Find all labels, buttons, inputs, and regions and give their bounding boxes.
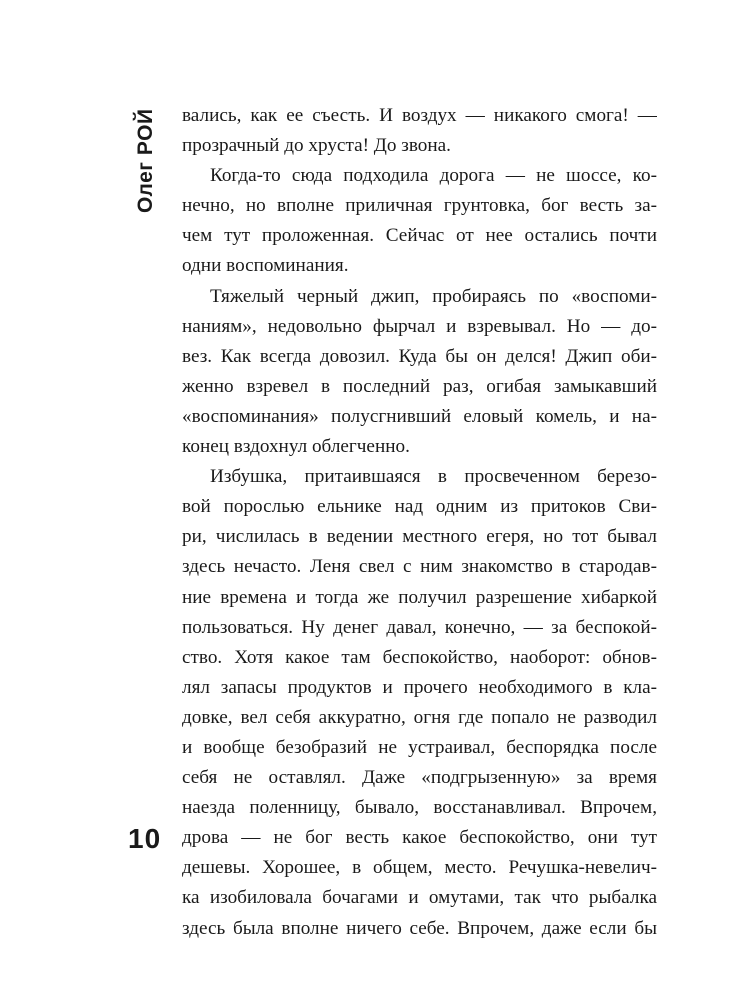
text-line: дешевы. Хорошее, в общем, место. Речушка-невелич- xyxy=(182,857,657,879)
text-line: чем тут проложенная. Сейчас от нее остались почти xyxy=(182,225,657,247)
text-line: нечно, но вполне приличная грунтовка, бог весть за- xyxy=(182,195,657,217)
text-line: женно взревел в последний раз, огибая замыкавший xyxy=(182,375,657,397)
page-number: 10 xyxy=(128,823,162,854)
text-line: себя не оставлял. Даже «подгрызенную» за время xyxy=(182,767,657,789)
text-line: «воспоминания» полусгнивший еловый комель, и на- xyxy=(182,405,657,427)
body-text xyxy=(182,101,657,944)
text-line: прозрачный до хруста! До звона. xyxy=(182,135,451,157)
text-line: и вообще безобразий не устраивал, беспорядка после xyxy=(182,736,657,758)
text-line: пользоваться. Ну денег давал, конечно, — за беспокой- xyxy=(182,616,657,638)
author-name: Олег РОЙ xyxy=(134,108,157,213)
text-line: довке, вел себя аккуратно, огня где попало не разводил xyxy=(182,706,657,728)
text-line: ство. Хотя какое там беспокойство, наоборот: обнов- xyxy=(182,646,657,668)
running-head xyxy=(130,105,160,215)
text-line: наниям», недовольно фырчал и взревывал. Но — до- xyxy=(182,315,657,337)
text-line: ри, числилась в ведении местного егеря, но тот бывал xyxy=(182,526,657,548)
text-line: ка изобиловала бочагами и омутами, так что рыбалка xyxy=(182,887,657,909)
text-line: здесь нечасто. Леня свел с ним знакомство в стародав- xyxy=(182,556,657,578)
text-line: вой порослью ельнике над одним из притоков Сви- xyxy=(182,496,657,518)
text-line: здесь была вполне ничего себе. Впрочем, даже если бы xyxy=(182,917,657,939)
text-line: Тяжелый черный джип, пробираясь по «воспоми- xyxy=(210,285,657,307)
text-line: вез. Как всегда довозил. Куда бы он делся! Джип оби- xyxy=(182,345,657,367)
text-line: лял запасы продуктов и прочего необходимого в кла- xyxy=(182,676,657,698)
text-line: ние времена и тогда же получил разрешение хибаркой xyxy=(182,586,657,608)
text-line: Когда-то сюда подходила дорога — не шоссе, ко- xyxy=(210,165,657,187)
text-line: дрова — не бог весть какое беспокойство, они тут xyxy=(182,827,657,849)
text-line: одни воспоминания. xyxy=(182,255,349,277)
text-line: конец вздохнул облегченно. xyxy=(182,436,410,458)
text-line: Избушка, притаившаяся в просвеченном березо- xyxy=(210,466,657,488)
text-line: вались, как ее съесть. И воздух — никакого смога! — xyxy=(182,105,657,126)
text-line: наезда поленницу, бывало, восстанавливал. Впрочем, xyxy=(182,797,657,819)
